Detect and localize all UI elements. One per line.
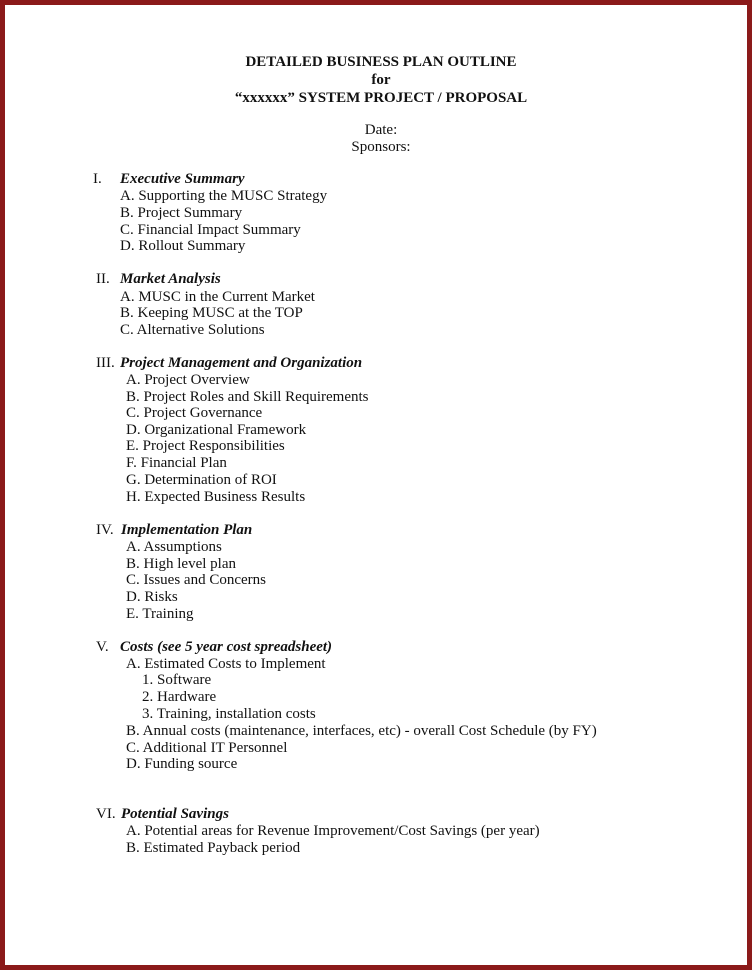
section-heading <box>96 271 221 288</box>
section-title: Implementation Plan <box>121 522 253 538</box>
outline-item: A. MUSC in the Current Market <box>120 289 315 305</box>
section-title: Potential Savings <box>121 806 229 822</box>
section-number: VI. <box>96 806 116 822</box>
outline-item: C. Alternative Solutions <box>120 322 265 338</box>
section-number: II. <box>96 271 110 287</box>
section-title: Executive Summary <box>120 171 245 187</box>
section-title: Project Management and Organization <box>120 355 363 371</box>
section-heading <box>96 639 332 656</box>
outline-item: B. Keeping MUSC at the TOP <box>120 305 303 321</box>
outline-item: A. Potential areas for Revenue Improvement/Cost Savings (per year) <box>126 823 540 839</box>
section-heading <box>93 171 245 188</box>
document-title: DETAILED BUSINESS PLAN OUTLINE <box>245 54 517 70</box>
outline-item: D. Organizational Framework <box>126 422 307 438</box>
outline-item: B. Project Roles and Skill Requirements <box>126 389 369 405</box>
outline-item: C. Project Governance <box>126 405 263 421</box>
section-heading <box>96 522 252 539</box>
outline-item: B. Estimated Payback period <box>126 840 301 856</box>
outline-item: F. Financial Plan <box>126 455 227 471</box>
section-number: I. <box>93 171 102 187</box>
outline-item: G. Determination of ROI <box>126 472 277 488</box>
outline-subitem: 2. Hardware <box>142 689 217 705</box>
section-title: Costs (see 5 year cost spreadsheet) <box>120 639 333 655</box>
outline-item: D. Funding source <box>126 756 238 772</box>
outline-item: E. Project Responsibilities <box>126 438 285 454</box>
section-number: V. <box>96 639 109 655</box>
outline-item: A. Supporting the MUSC Strategy <box>120 188 328 204</box>
document-title-project: “xxxxxx” SYSTEM PROJECT / PROPOSAL <box>234 90 528 106</box>
outline-item: C. Additional IT Personnel <box>126 740 288 756</box>
document-meta <box>5 122 752 156</box>
section-number: III. <box>96 355 115 371</box>
outline-subitem: 1. Software <box>142 672 212 688</box>
outline-item: C. Financial Impact Summary <box>120 222 301 238</box>
date-label: Date: <box>364 122 398 138</box>
outline-item: A. Estimated Costs to Implement <box>126 656 326 672</box>
section-heading <box>96 355 362 372</box>
outline-item: D. Risks <box>126 589 178 605</box>
outline-item: D. Rollout Summary <box>120 238 246 254</box>
outline-subitem: 3. Training, installation costs <box>142 706 316 722</box>
sponsors-label: Sponsors: <box>351 139 411 155</box>
section-title: Market Analysis <box>120 271 221 287</box>
outline-item: B. Project Summary <box>120 205 243 221</box>
section-number: IV. <box>96 522 114 538</box>
outline-item: A. Assumptions <box>126 539 222 555</box>
outline-item: C. Issues and Concerns <box>126 572 266 588</box>
outline-item: A. Project Overview <box>126 372 250 388</box>
outline-item: B. High level plan <box>126 556 236 572</box>
document-title-for: for <box>371 72 391 88</box>
document-title-block <box>5 53 752 107</box>
section-heading <box>96 806 229 823</box>
outline-item: H. Expected Business Results <box>126 489 306 505</box>
outline-item: E. Training <box>126 606 194 622</box>
outline-item: B. Annual costs (maintenance, interfaces, etc) - overall Cost Schedule (by FY) <box>126 723 597 739</box>
